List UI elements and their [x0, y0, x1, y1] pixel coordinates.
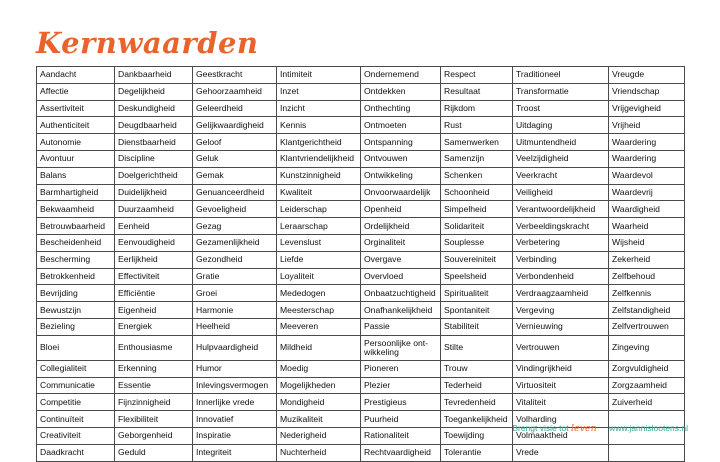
table-cell: Zelfvertrouwen — [609, 318, 685, 335]
table-cell: Assertiviteit — [37, 100, 115, 117]
table-cell: Fijnzinnigheid — [115, 394, 193, 411]
table-cell: Zelfstandigheid — [609, 302, 685, 319]
table-cell: Waardigheid — [609, 201, 685, 218]
table-cell: Competitie — [37, 394, 115, 411]
table-cell: Bezieling — [37, 318, 115, 335]
table-cell: Gelijkwaardigheid — [193, 117, 277, 134]
table-cell: Gehoorzaamheid — [193, 83, 277, 100]
table-cell: Zingeving — [609, 335, 685, 360]
table-row — [37, 150, 685, 167]
table-cell: Essentie — [115, 377, 193, 394]
core-values-table — [36, 66, 685, 462]
table-cell: Bescheidenheid — [37, 234, 115, 251]
table-cell: Mogelijkheden — [277, 377, 361, 394]
table-cell: Klantvriendelijkheid — [277, 150, 361, 167]
table-cell: Groei — [193, 285, 277, 302]
table-cell: Toegankelijkheid — [441, 411, 513, 428]
table-cell: Inspiratie — [193, 427, 277, 444]
table-cell: Vertrouwen — [513, 335, 609, 360]
table-cell: Samenzijn — [441, 150, 513, 167]
table-cell: Ontdekken — [361, 83, 441, 100]
table-cell: Geloof — [193, 134, 277, 151]
table-cell: Eenheid — [115, 218, 193, 235]
table-cell: Waarheid — [609, 218, 685, 235]
table-cell: Nederigheid — [277, 427, 361, 444]
table-cell: Creativiteit — [37, 427, 115, 444]
table-cell: Persoonlijke ont-wikkeling — [361, 335, 441, 360]
table-cell: Bloei — [37, 335, 115, 360]
table-cell: Stilte — [441, 335, 513, 360]
table-cell: Autonomie — [37, 134, 115, 151]
footer-tagline-accent: leven — [570, 423, 597, 434]
table-row — [37, 167, 685, 184]
table-cell: Genuanceerdheid — [193, 184, 277, 201]
table-cell: Trouw — [441, 360, 513, 377]
table-cell: Openheid — [361, 201, 441, 218]
table-cell: Geleerdheid — [193, 100, 277, 117]
table-cell: Hulpvaardigheid — [193, 335, 277, 360]
table-cell: Betrouwbaarheid — [37, 218, 115, 235]
table-cell: Schenken — [441, 167, 513, 184]
table-cell: Puurheid — [361, 411, 441, 428]
table-cell: Toewijding — [441, 427, 513, 444]
table-cell: Bewustzijn — [37, 302, 115, 319]
table-cell: Mededogen — [277, 285, 361, 302]
table-cell: Dienstbaarheid — [115, 134, 193, 151]
table-cell: Rationaliteit — [361, 427, 441, 444]
table-cell: Leraarschap — [277, 218, 361, 235]
table-row — [37, 218, 685, 235]
table-cell: Ontmoeten — [361, 117, 441, 134]
table-cell: Ondernemend — [361, 67, 441, 84]
table-cell: Vriendschap — [609, 83, 685, 100]
table-cell: Bekwaamheid — [37, 201, 115, 218]
table-cell: Aandacht — [37, 67, 115, 84]
table-cell: Gratie — [193, 268, 277, 285]
table-cell: Eigenheid — [115, 302, 193, 319]
table-cell: Kunstzinnigheid — [277, 167, 361, 184]
table-cell: Respect — [441, 67, 513, 84]
table-cell: Tederheid — [441, 377, 513, 394]
table-cell: Meesterschap — [277, 302, 361, 319]
table-cell: Inzet — [277, 83, 361, 100]
table-cell: Kennis — [277, 117, 361, 134]
table-cell: Traditioneel — [513, 67, 609, 84]
table-cell: Doelgerichtheid — [115, 167, 193, 184]
table-cell: Solidariteit — [441, 218, 513, 235]
table-cell: Vergeving — [513, 302, 609, 319]
table-cell: Collegialiteit — [37, 360, 115, 377]
table-row — [37, 318, 685, 335]
table-row — [37, 302, 685, 319]
table-cell: Zorgzaamheid — [609, 377, 685, 394]
table-cell: Onafhankelijkheid — [361, 302, 441, 319]
table-cell: Gezamenlijkheid — [193, 234, 277, 251]
footer — [512, 423, 688, 434]
table-cell: Vrijheid — [609, 117, 685, 134]
table-row — [37, 335, 685, 360]
table-cell: Samenwerken — [441, 134, 513, 151]
table-row — [37, 377, 685, 394]
table-cell: Innovatief — [193, 411, 277, 428]
table-cell: Ontwikkeling — [361, 167, 441, 184]
table-cell: Bescherming — [37, 251, 115, 268]
table-cell: Degelijkheid — [115, 83, 193, 100]
table-cell: Geestkracht — [193, 67, 277, 84]
table-cell: Daadkracht — [37, 444, 115, 461]
table-cell: Enthousiasme — [115, 335, 193, 360]
table-cell: Vernieuwing — [513, 318, 609, 335]
table-cell: Inlevingsvermogen — [193, 377, 277, 394]
table-cell: Spontaniteit — [441, 302, 513, 319]
table-cell: Kwaliteit — [277, 184, 361, 201]
page-title: Kernwaarden — [36, 26, 259, 60]
table-cell: Gezag — [193, 218, 277, 235]
table-cell: Affectie — [37, 83, 115, 100]
table-cell: Integriteit — [193, 444, 277, 461]
table-cell: Veelzijdigheid — [513, 150, 609, 167]
table-cell: Troost — [513, 100, 609, 117]
table-cell: Discipline — [115, 150, 193, 167]
table-cell: Geduld — [115, 444, 193, 461]
table-cell: Resultaat — [441, 83, 513, 100]
table-cell: Onvoorwaardelijk — [361, 184, 441, 201]
table-cell: Effectiviteit — [115, 268, 193, 285]
table-cell: Uitdaging — [513, 117, 609, 134]
table-cell: Stabiliteit — [441, 318, 513, 335]
table-cell: Inzicht — [277, 100, 361, 117]
table-cell: Volharding — [513, 411, 609, 428]
table-cell: Efficiëntie — [115, 285, 193, 302]
table-cell: Volmaaktheid — [513, 427, 609, 444]
table-cell: Schoonheid — [441, 184, 513, 201]
table-cell: Waardevrij — [609, 184, 685, 201]
table-cell: Verbetering — [513, 234, 609, 251]
table-cell: Virtuositeit — [513, 377, 609, 394]
table-cell: Verbondenheid — [513, 268, 609, 285]
table-cell: Rust — [441, 117, 513, 134]
table-cell: Gemak — [193, 167, 277, 184]
table-cell: Levenslust — [277, 234, 361, 251]
table-cell: Eerlijkheid — [115, 251, 193, 268]
table-cell: Zelfbehoud — [609, 268, 685, 285]
table-cell: Zelfkennis — [609, 285, 685, 302]
table-cell: Uitmuntendheid — [513, 134, 609, 151]
table-cell: Zekerheid — [609, 251, 685, 268]
table-cell: Klantgerichtheid — [277, 134, 361, 151]
table-row — [37, 83, 685, 100]
table-cell: Heelheid — [193, 318, 277, 335]
table-cell: Speelsheid — [441, 268, 513, 285]
table-cell: Spiritualiteit — [441, 285, 513, 302]
table-cell: Energiek — [115, 318, 193, 335]
table-cell: Transformatie — [513, 83, 609, 100]
table-cell: Tevredenheid — [441, 394, 513, 411]
table-cell: Waardering — [609, 150, 685, 167]
table-cell: Verantwoordelijkheid — [513, 201, 609, 218]
table-row — [37, 134, 685, 151]
table-cell: Balans — [37, 167, 115, 184]
table-cell: Bevrijding — [37, 285, 115, 302]
footer-website: www.jannislootens.nl — [609, 423, 688, 433]
table-cell: Waardevol — [609, 167, 685, 184]
table-cell: Vrijgevigheid — [609, 100, 685, 117]
table-cell: Onthechting — [361, 100, 441, 117]
table-cell: Overvloed — [361, 268, 441, 285]
table-cell: Intimiteit — [277, 67, 361, 84]
table-cell: Innerlijke vrede — [193, 394, 277, 411]
table-cell: Verbinding — [513, 251, 609, 268]
table-cell: Waardering — [609, 134, 685, 151]
table-cell: Gezondheid — [193, 251, 277, 268]
table-row — [37, 394, 685, 411]
table-cell: Onbaatzuchtigheid — [361, 285, 441, 302]
table-cell: Harmonie — [193, 302, 277, 319]
table-row — [37, 234, 685, 251]
table-cell: Eenvoudigheid — [115, 234, 193, 251]
table-cell: Ontvouwen — [361, 150, 441, 167]
table-cell: Betrokkenheid — [37, 268, 115, 285]
footer-tagline: Brengt visie tot — [512, 423, 569, 433]
table-cell: Communicatie — [37, 377, 115, 394]
table-cell: Overgave — [361, 251, 441, 268]
table-cell: Verbeeldingskracht — [513, 218, 609, 235]
table-cell: Authenticiteit — [37, 117, 115, 134]
table-cell: Orginaliteit — [361, 234, 441, 251]
table-row — [37, 201, 685, 218]
table-cell: Avontuur — [37, 150, 115, 167]
table-cell: Prestigieus — [361, 394, 441, 411]
table-cell: Muzikaliteit — [277, 411, 361, 428]
table-cell: Duidelijkheid — [115, 184, 193, 201]
table-row — [37, 117, 685, 134]
table-cell: Meeveren — [277, 318, 361, 335]
table-cell: Continuïteit — [37, 411, 115, 428]
table-cell: Dankbaarheid — [115, 67, 193, 84]
table-cell: Pioneren — [361, 360, 441, 377]
table-cell: Vrede — [513, 444, 609, 461]
table-cell: Ontspanning — [361, 134, 441, 151]
table-cell: Zuiverheid — [609, 394, 685, 411]
table-cell: Erkenning — [115, 360, 193, 377]
table-cell: Moedig — [277, 360, 361, 377]
table-cell: Geluk — [193, 150, 277, 167]
table-row — [37, 444, 685, 461]
table-cell: Passie — [361, 318, 441, 335]
table-row — [37, 67, 685, 84]
table-cell: Vitaliteit — [513, 394, 609, 411]
table-cell: Simpelheid — [441, 201, 513, 218]
table-cell: Vreugde — [609, 67, 685, 84]
table-cell: Veiligheid — [513, 184, 609, 201]
table-row — [37, 100, 685, 117]
table-cell: Humor — [193, 360, 277, 377]
table-cell: Geborgenheid — [115, 427, 193, 444]
table-cell: Flexibiliteit — [115, 411, 193, 428]
table-cell: Veerkracht — [513, 167, 609, 184]
table-cell: Mondigheid — [277, 394, 361, 411]
table-cell: Verdraagzaamheid — [513, 285, 609, 302]
table-cell: Mildheid — [277, 335, 361, 360]
table-cell: Tolerantie — [441, 444, 513, 461]
table-cell: Barmhartigheid — [37, 184, 115, 201]
table-cell: Deugdbaarheid — [115, 117, 193, 134]
table-row — [37, 285, 685, 302]
table-cell: Deskundigheid — [115, 100, 193, 117]
table-cell: Leiderschap — [277, 201, 361, 218]
table-cell: Souplesse — [441, 234, 513, 251]
table-cell — [609, 444, 685, 461]
table-cell: Vindingrijkheid — [513, 360, 609, 377]
table-cell: Rechtvaardigheid — [361, 444, 441, 461]
table-cell: Nuchterheid — [277, 444, 361, 461]
table-cell: Gevoeligheid — [193, 201, 277, 218]
table-cell: Loyaliteit — [277, 268, 361, 285]
table-row — [37, 360, 685, 377]
table-cell: Zorgvuldigheid — [609, 360, 685, 377]
table-row — [37, 251, 685, 268]
table-cell: Rijkdom — [441, 100, 513, 117]
table-cell: Ordelijkheid — [361, 218, 441, 235]
table-cell: Wijsheid — [609, 234, 685, 251]
table-row — [37, 184, 685, 201]
table-row — [37, 268, 685, 285]
table-cell: Plezier — [361, 377, 441, 394]
table-cell: Souvereiniteit — [441, 251, 513, 268]
table-cell: Duurzaamheid — [115, 201, 193, 218]
table-cell: Liefde — [277, 251, 361, 268]
